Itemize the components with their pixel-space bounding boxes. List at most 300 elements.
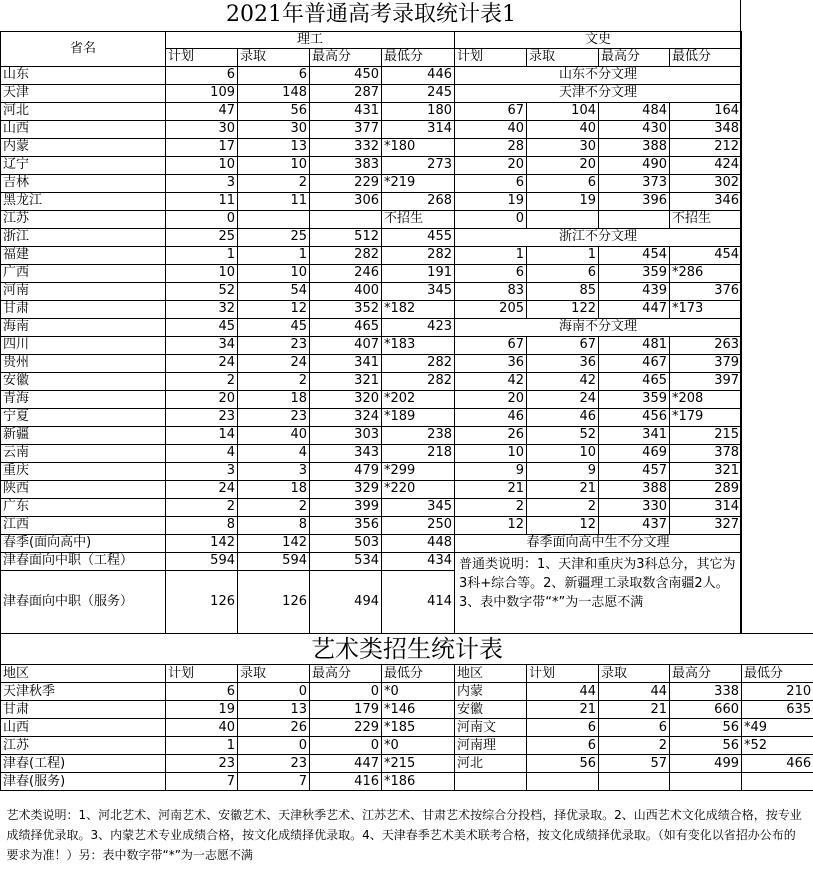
arts-cell: 490 [599, 156, 670, 174]
table-row [1, 138, 742, 156]
arts-cell: 40 [455, 120, 527, 138]
arts-cell: 104 [527, 102, 599, 120]
arts-cell: 373 [599, 174, 670, 192]
art-cell: 津春(工程) [1, 755, 166, 773]
province-name: 广东 [1, 498, 166, 516]
science-cell: 24 [166, 480, 238, 498]
science-cell: 3 [166, 174, 238, 192]
arts-cell: 378 [670, 444, 742, 462]
province-name: 福建 [1, 246, 166, 264]
arts-cell: 481 [599, 336, 670, 354]
province-name: 河南 [1, 282, 166, 300]
art-cell: 13 [238, 701, 310, 719]
arts-cell: 263 [670, 336, 742, 354]
arts-header: 文史 [455, 31, 742, 48]
science-cell: *202 [382, 390, 455, 408]
col-header: 最高分 [310, 48, 382, 66]
art-cell: 19 [166, 701, 238, 719]
science-cell: 40 [238, 426, 310, 444]
arts-cell: 0 [455, 210, 527, 228]
art-cell: 河南理 [455, 737, 527, 755]
science-cell: 268 [382, 192, 455, 210]
art-header-row [1, 665, 813, 683]
col-header: 最高分 [310, 665, 382, 683]
science-cell: 407 [310, 336, 382, 354]
arts-cell: 314 [670, 498, 742, 516]
art-cell: 河南文 [455, 719, 527, 737]
science-cell: 17 [166, 138, 238, 156]
science-cell: *180 [382, 138, 455, 156]
art-cell: 江苏 [1, 737, 166, 755]
province-name: 津春面向中职（工程） [1, 552, 166, 570]
col-header: 最低分 [382, 665, 455, 683]
arts-cell: 465 [599, 372, 670, 390]
arts-cell: 12 [455, 516, 527, 534]
science-cell: 6 [238, 66, 310, 84]
science-cell: 345 [382, 282, 455, 300]
art-cell: 0 [310, 683, 382, 701]
table-row [1, 192, 742, 210]
arts-cell: 439 [599, 282, 670, 300]
science-cell: 25 [166, 228, 238, 246]
arts-cell: 454 [670, 246, 742, 264]
science-cell: 229 [310, 174, 382, 192]
col-header: 录取 [238, 665, 310, 683]
science-cell: 282 [310, 246, 382, 264]
arts-cell: 6 [455, 264, 527, 282]
science-cell: 1 [238, 246, 310, 264]
art-cell: *0 [382, 683, 455, 701]
arts-cell: *208 [670, 390, 742, 408]
art-cell: 21 [599, 701, 670, 719]
science-cell: 4 [166, 444, 238, 462]
art-cell: 6 [527, 719, 599, 737]
science-cell: 431 [310, 102, 382, 120]
col-header: 地区 [1, 665, 166, 683]
province-name: 宁夏 [1, 408, 166, 426]
table-row [1, 156, 742, 174]
arts-cell: 302 [670, 174, 742, 192]
arts-cell: 67 [455, 336, 527, 354]
art-cell: 56 [527, 755, 599, 773]
province-name: 山西 [1, 120, 166, 138]
science-cell: 8 [166, 516, 238, 534]
arts-cell: 10 [455, 444, 527, 462]
arts-cell: 330 [599, 498, 670, 516]
arts-cell: 348 [670, 120, 742, 138]
science-cell: 23 [166, 408, 238, 426]
art-cell: 0 [310, 737, 382, 755]
province-name: 甘肃 [1, 300, 166, 318]
art-cell: 44 [527, 683, 599, 701]
art-cell [670, 773, 742, 791]
art-cell: 0 [238, 737, 310, 755]
table-row [1, 120, 742, 138]
art-cell: 安徽 [455, 701, 527, 719]
art-cell: 635 [742, 701, 813, 719]
art-cell: 6 [599, 719, 670, 737]
arts-cell: 85 [527, 282, 599, 300]
science-cell: 282 [382, 246, 455, 264]
spacer-row [1, 791, 813, 799]
arts-cell: 388 [599, 480, 670, 498]
art-cell: 21 [527, 701, 599, 719]
arts-cell: 67 [527, 336, 599, 354]
arts-cell: 不招生 [670, 210, 742, 228]
arts-cell: *173 [670, 300, 742, 318]
arts-cell: 1 [527, 246, 599, 264]
province-name: 辽宁 [1, 156, 166, 174]
col-header: 最低分 [670, 48, 742, 66]
science-cell: 54 [238, 282, 310, 300]
col-header: 地区 [455, 665, 527, 683]
province-name: 广西 [1, 264, 166, 282]
science-cell: 218 [382, 444, 455, 462]
science-cell: 2 [238, 498, 310, 516]
art-cell: 7 [238, 773, 310, 791]
science-cell: 142 [238, 534, 310, 552]
science-cell: 12 [238, 300, 310, 318]
arts-cell: 20 [455, 390, 527, 408]
art-note: 艺术类说明：1、河北艺术、河南艺术、安徽艺术、天津秋季艺术、江苏艺术、甘肃艺术按综合分投档，择优录取。2、山西艺术文化成绩合格，按专业成绩择优录取。3、内蒙艺术专业成绩合格，按文化成绩择优录取。4、天津春季艺术美术联考合格，按文化成绩择优录取。（如有变化以省招办公布的要求为准！）另：表中数字带“*”为一志愿不满 [6, 807, 802, 862]
science-cell: 3 [238, 462, 310, 480]
science-cell: 245 [382, 84, 455, 102]
table-row [1, 102, 742, 120]
art-cell: *49 [742, 719, 813, 737]
science-cell: 1 [166, 246, 238, 264]
science-cell: 238 [382, 426, 455, 444]
province-name: 内蒙 [1, 138, 166, 156]
science-cell: 512 [310, 228, 382, 246]
science-cell: 423 [382, 318, 455, 336]
science-cell: 414 [382, 570, 455, 633]
arts-cell: 289 [670, 480, 742, 498]
art-cell: 内蒙 [455, 683, 527, 701]
science-cell: 30 [166, 120, 238, 138]
art-cell: 660 [670, 701, 742, 719]
science-cell: 18 [238, 480, 310, 498]
arts-cell: 1 [455, 246, 527, 264]
arts-cell [527, 210, 599, 228]
science-cell: 479 [310, 462, 382, 480]
science-cell: 25 [238, 228, 310, 246]
arts-note-cell: 海南不分文理 [455, 318, 742, 336]
art-cell: 447 [310, 755, 382, 773]
art-cell: 26 [238, 719, 310, 737]
col-header: 计划 [166, 665, 238, 683]
province-name: 津春面向中职（服务） [1, 570, 166, 633]
arts-cell: 2 [455, 498, 527, 516]
art-table [0, 633, 813, 871]
table-row [1, 264, 742, 282]
science-cell: 24 [238, 354, 310, 372]
art-cell: 56 [670, 719, 742, 737]
art-cell: 57 [599, 755, 670, 773]
col-header: 最低分 [382, 48, 455, 66]
science-cell: 45 [166, 318, 238, 336]
science-cell: *182 [382, 300, 455, 318]
science-cell [238, 210, 310, 228]
science-cell: *219 [382, 174, 455, 192]
arts-cell: 10 [527, 444, 599, 462]
art-cell: *186 [382, 773, 455, 791]
science-cell: 246 [310, 264, 382, 282]
col-header: 录取 [238, 48, 310, 66]
table-row [1, 498, 742, 516]
arts-cell: 21 [527, 480, 599, 498]
science-cell: 4 [238, 444, 310, 462]
science-cell: 11 [166, 192, 238, 210]
art-cell: 210 [742, 683, 813, 701]
science-cell: 400 [310, 282, 382, 300]
province-name: 吉林 [1, 174, 166, 192]
art-row [1, 719, 813, 737]
arts-cell: 122 [527, 300, 599, 318]
table-row [1, 372, 742, 390]
science-cell: 180 [382, 102, 455, 120]
arts-cell: 164 [670, 102, 742, 120]
arts-cell: 457 [599, 462, 670, 480]
table-row [1, 552, 742, 570]
col-header: 录取 [527, 48, 599, 66]
science-cell: 56 [238, 102, 310, 120]
science-cell: *220 [382, 480, 455, 498]
art-cell: 338 [670, 683, 742, 701]
science-cell: 30 [238, 120, 310, 138]
art-row [1, 701, 813, 719]
art-cell: 466 [742, 755, 813, 773]
art-cell: 天津秋季 [1, 683, 166, 701]
science-cell: 320 [310, 390, 382, 408]
province-name: 天津 [1, 84, 166, 102]
table-row [1, 408, 742, 426]
art-cell: 416 [310, 773, 382, 791]
science-cell: 0 [166, 210, 238, 228]
science-cell: 142 [166, 534, 238, 552]
arts-cell: 469 [599, 444, 670, 462]
science-cell: 303 [310, 426, 382, 444]
arts-cell: 9 [455, 462, 527, 480]
arts-cell: 424 [670, 156, 742, 174]
arts-cell: 2 [527, 498, 599, 516]
science-cell: 434 [382, 552, 455, 570]
art-cell: 40 [166, 719, 238, 737]
art-cell [455, 773, 527, 791]
arts-cell: 28 [455, 138, 527, 156]
arts-cell: 437 [599, 516, 670, 534]
table-row [1, 282, 742, 300]
science-cell: 282 [382, 372, 455, 390]
art-cell: 44 [599, 683, 670, 701]
arts-cell: 6 [455, 174, 527, 192]
science-cell: 494 [310, 570, 382, 633]
science-cell: 126 [166, 570, 238, 633]
science-cell: 503 [310, 534, 382, 552]
col-header: 录取 [599, 665, 670, 683]
art-row [1, 683, 813, 701]
arts-cell: 484 [599, 102, 670, 120]
arts-cell: 321 [670, 462, 742, 480]
col-header: 最低分 [742, 665, 813, 683]
arts-cell: 46 [527, 408, 599, 426]
science-cell: 356 [310, 516, 382, 534]
science-cell: 273 [382, 156, 455, 174]
table-row [1, 228, 742, 246]
col-header: 最高分 [599, 48, 670, 66]
art-cell: 山西 [1, 719, 166, 737]
science-cell: 2 [238, 372, 310, 390]
province-name: 安徽 [1, 372, 166, 390]
science-cell: 6 [166, 66, 238, 84]
art-cell: 津春(服务) [1, 773, 166, 791]
science-cell: 34 [166, 336, 238, 354]
arts-cell: 397 [670, 372, 742, 390]
science-cell: 126 [238, 570, 310, 633]
arts-cell: 42 [527, 372, 599, 390]
science-cell: 399 [310, 498, 382, 516]
science-cell: 10 [166, 264, 238, 282]
arts-cell: *286 [670, 264, 742, 282]
arts-cell: 467 [599, 354, 670, 372]
arts-note-cell: 浙江不分文理 [455, 228, 742, 246]
province-name: 浙江 [1, 228, 166, 246]
art-cell: 7 [166, 773, 238, 791]
science-cell: 446 [382, 66, 455, 84]
province-name: 春季(面向高中) [1, 534, 166, 552]
art-note-row [1, 799, 813, 871]
art-cell [599, 773, 670, 791]
table-row [1, 462, 742, 480]
science-cell: 287 [310, 84, 382, 102]
arts-cell: 67 [455, 102, 527, 120]
science-cell: 14 [166, 426, 238, 444]
table-row [1, 84, 742, 102]
arts-cell: 83 [455, 282, 527, 300]
science-cell: 不招生 [382, 210, 455, 228]
arts-cell: 42 [455, 372, 527, 390]
art-cell: *185 [382, 719, 455, 737]
province-header: 省名 [1, 31, 166, 66]
arts-cell: 36 [455, 354, 527, 372]
art-cell: 23 [166, 755, 238, 773]
science-cell: 2 [166, 372, 238, 390]
province-name: 云南 [1, 444, 166, 462]
table-row [1, 336, 742, 354]
science-cell: 306 [310, 192, 382, 210]
art-cell: 499 [670, 755, 742, 773]
art-cell: *146 [382, 701, 455, 719]
arts-cell: 26 [455, 426, 527, 444]
table-row [1, 210, 742, 228]
art-cell [742, 773, 813, 791]
spacer [1, 791, 813, 799]
science-cell: 343 [310, 444, 382, 462]
table-row [1, 66, 742, 84]
science-cell: 47 [166, 102, 238, 120]
science-cell: 534 [310, 552, 382, 570]
science-cell: 329 [310, 480, 382, 498]
science-cell: 321 [310, 372, 382, 390]
art-cell: *52 [742, 737, 813, 755]
arts-cell: 52 [527, 426, 599, 444]
province-name: 重庆 [1, 462, 166, 480]
col-header: 最高分 [670, 665, 742, 683]
science-cell: 341 [310, 354, 382, 372]
art-row [1, 773, 813, 791]
table-row [1, 318, 742, 336]
arts-cell: 454 [599, 246, 670, 264]
science-cell: 23 [238, 408, 310, 426]
science-cell: 52 [166, 282, 238, 300]
arts-cell: 388 [599, 138, 670, 156]
arts-cell: 9 [527, 462, 599, 480]
table-row [1, 390, 742, 408]
col-header: 计划 [527, 665, 599, 683]
science-cell: 23 [238, 336, 310, 354]
arts-cell: 12 [527, 516, 599, 534]
province-name: 海南 [1, 318, 166, 336]
science-cell: *189 [382, 408, 455, 426]
art-cell: 6 [527, 737, 599, 755]
art-cell: *0 [382, 737, 455, 755]
science-cell: 191 [382, 264, 455, 282]
col-header: 计划 [166, 48, 238, 66]
arts-cell: 19 [527, 192, 599, 210]
arts-cell: 376 [670, 282, 742, 300]
science-header: 理工 [166, 31, 455, 48]
arts-cell: 6 [527, 174, 599, 192]
art-cell: 0 [238, 683, 310, 701]
page-title: 2021年普通高考录取统计表1 [1, 0, 742, 31]
science-cell: 10 [166, 156, 238, 174]
arts-cell: 20 [527, 156, 599, 174]
science-cell: 20 [166, 390, 238, 408]
science-cell: 13 [238, 138, 310, 156]
art-cell: *215 [382, 755, 455, 773]
science-cell: 594 [166, 552, 238, 570]
general-note: 普通类说明：1、天津和重庆为3科总分，其它为3科+综合等。2、新疆理工录取数含南疆2人。3、表中数字带“*”为一志愿不满 [455, 552, 742, 633]
art-cell: 6 [166, 683, 238, 701]
arts-cell [599, 210, 670, 228]
science-cell: 352 [310, 300, 382, 318]
province-name: 新疆 [1, 426, 166, 444]
science-cell: 345 [382, 498, 455, 516]
science-cell: 465 [310, 318, 382, 336]
art-row [1, 755, 813, 773]
science-cell: 18 [238, 390, 310, 408]
table-row [1, 174, 742, 192]
science-cell: 2 [238, 174, 310, 192]
arts-cell: 359 [599, 390, 670, 408]
arts-cell: 430 [599, 120, 670, 138]
science-cell: 45 [238, 318, 310, 336]
table-row [1, 534, 742, 552]
science-cell: 377 [310, 120, 382, 138]
table-row [1, 300, 742, 318]
arts-cell: 21 [455, 480, 527, 498]
science-cell: 455 [382, 228, 455, 246]
science-cell: 594 [238, 552, 310, 570]
arts-cell: 20 [455, 156, 527, 174]
science-cell: 11 [238, 192, 310, 210]
province-name: 青海 [1, 390, 166, 408]
arts-cell: 456 [599, 408, 670, 426]
arts-cell: 359 [599, 264, 670, 282]
art-cell: 229 [310, 719, 382, 737]
science-cell: 314 [382, 120, 455, 138]
science-cell: 2 [166, 498, 238, 516]
arts-cell: 346 [670, 192, 742, 210]
